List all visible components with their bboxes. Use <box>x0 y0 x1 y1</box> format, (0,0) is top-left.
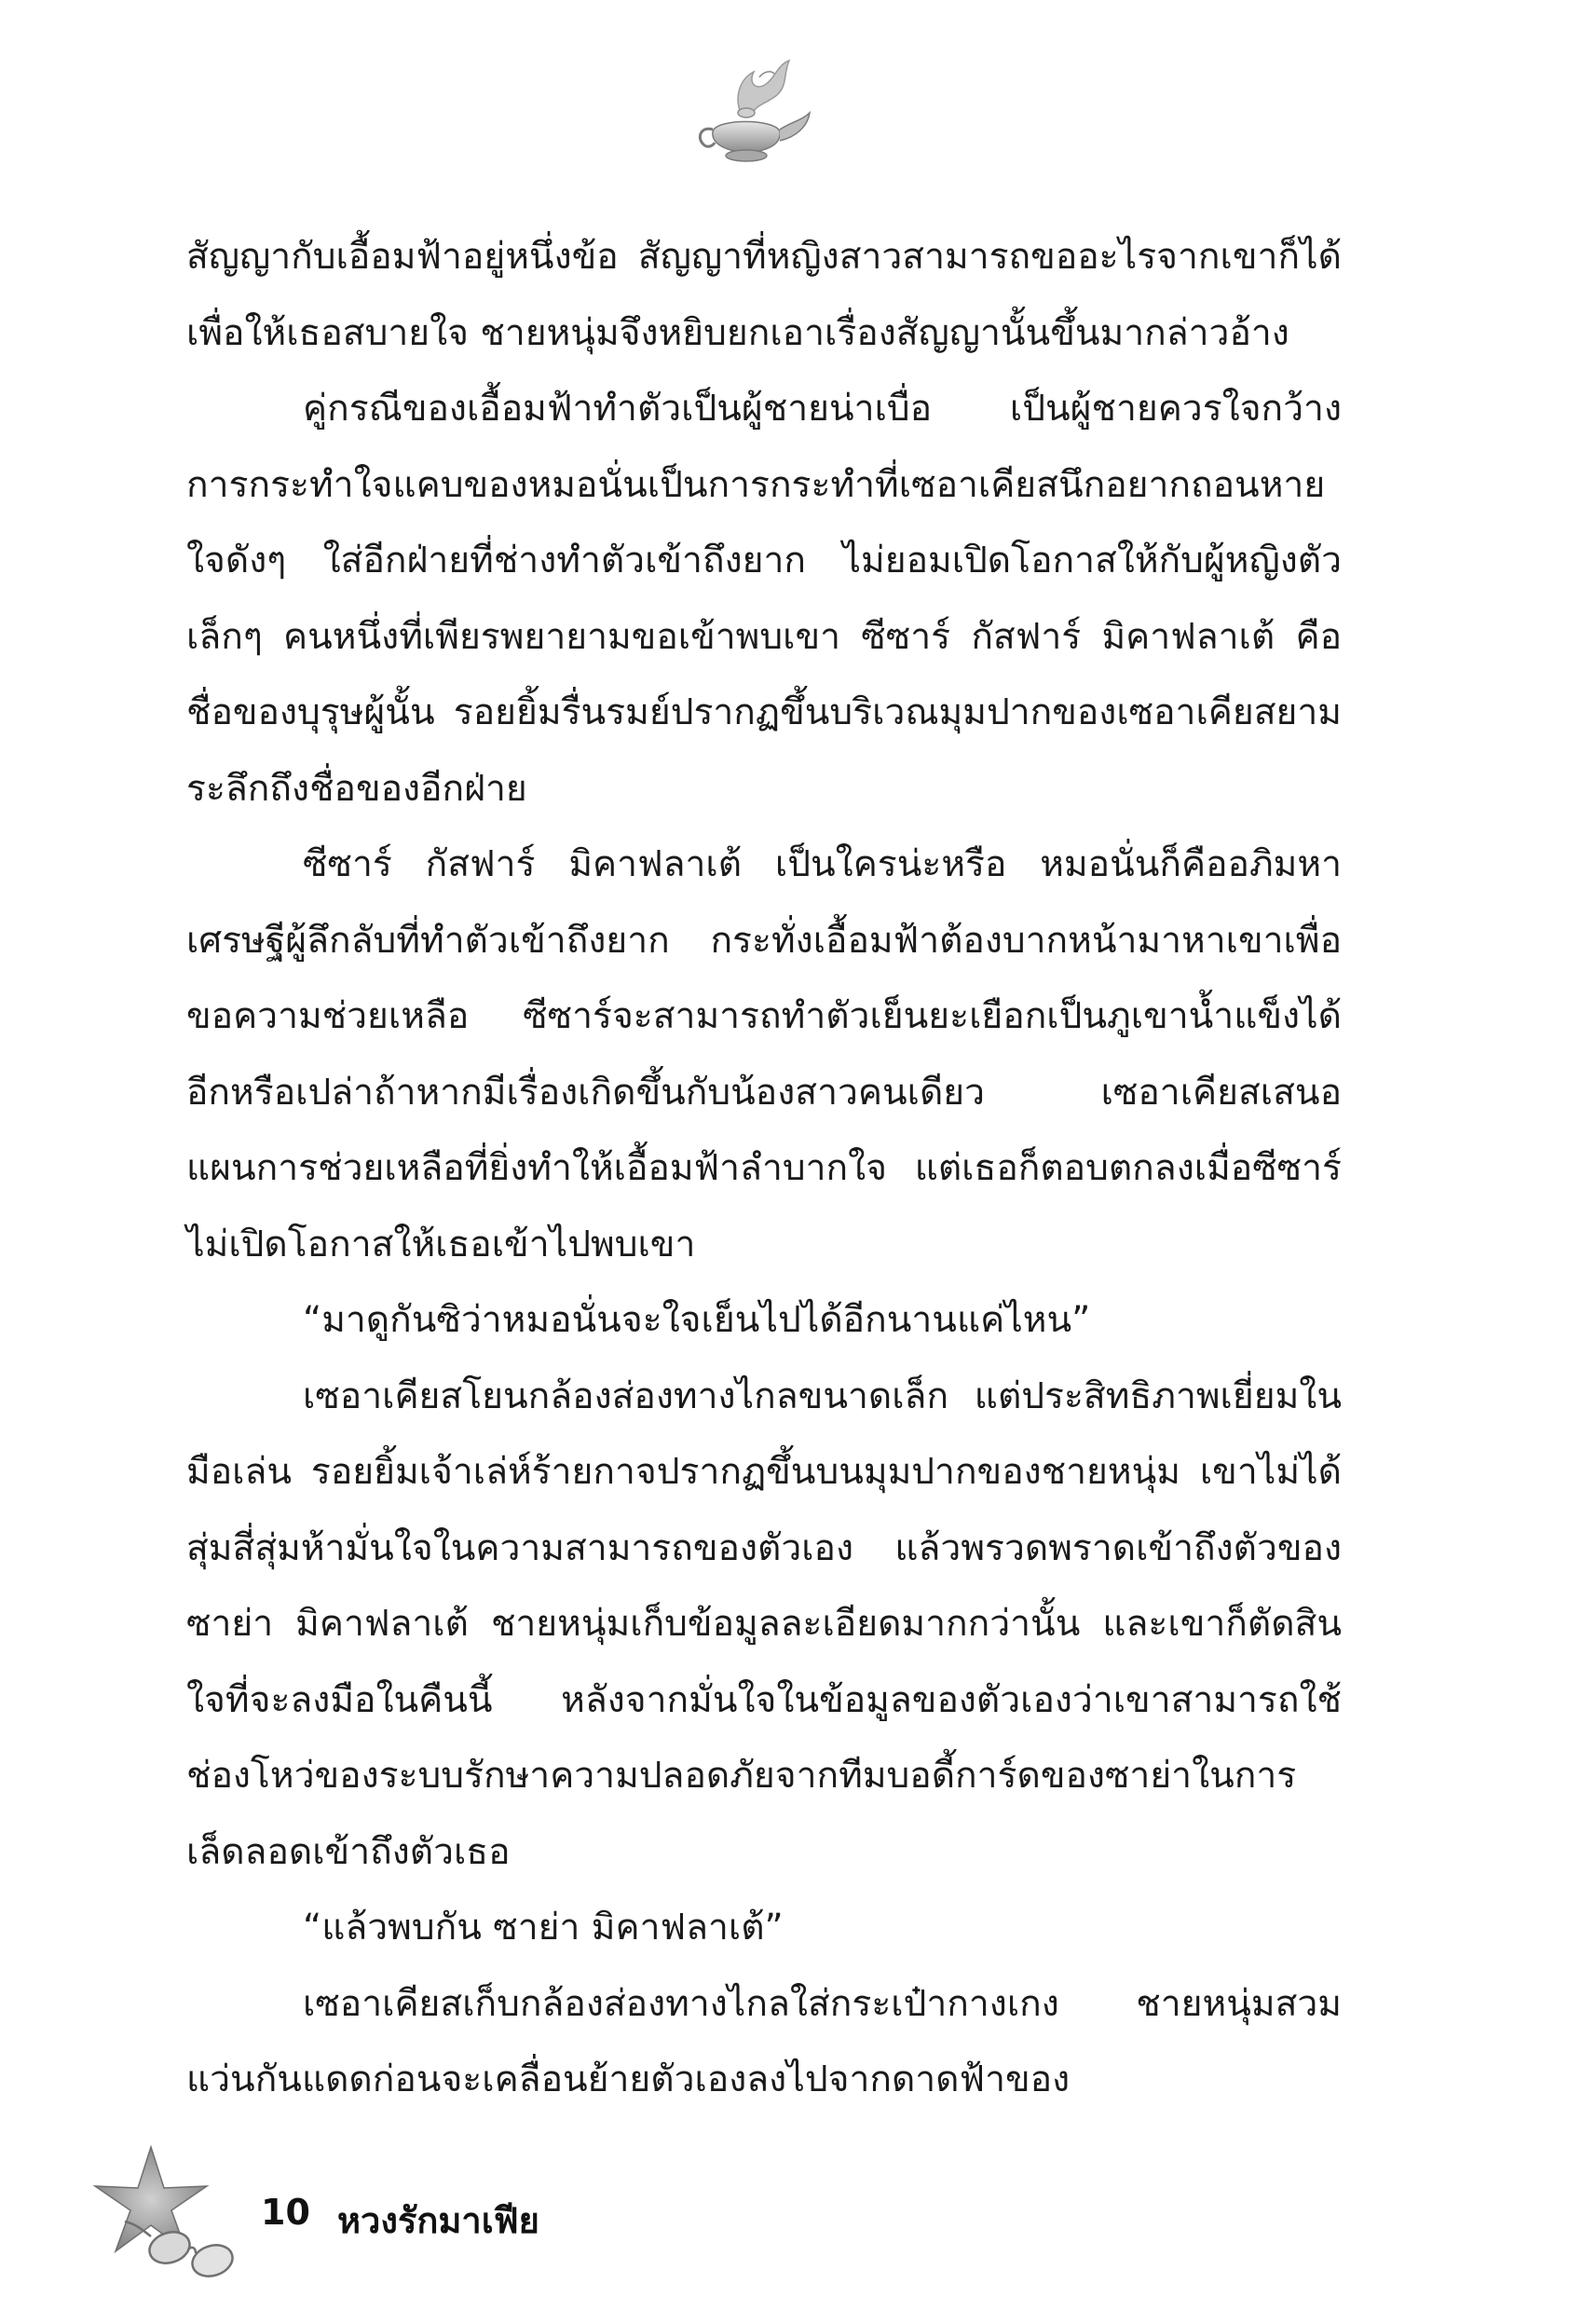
dialogue-line: “แล้วพบกัน ซาย่า มิคาฟลาเต้” <box>303 1907 784 1949</box>
paragraph: เซอาเคียสเก็บกล้องส่องทางไกลใส่กระเป๋ากางเกง ชายหนุ่มสวมแว่นกันแดดก่อนจะเคลื่อนย้ายตัวเองลงไปจากดาดฟ้าของ <box>186 1982 1342 2100</box>
magic-lamp-icon <box>685 51 825 172</box>
paragraph: ซีซาร์ กัสฟาร์ มิคาฟลาเต้ เป็นใครน่ะหรือ หมอนั่นก็คืออภิมหาเศรษฐีผู้ลึกลับที่ทำตัวเข้าถึงยาก กระทั่งเอื้อมฟ้าต้องบากหน้ามาหาเขาเพื่อขอความช่วยเหลือ ซีซาร์จะสามารถทำตัวเย็นยะเยือกเป็นภูเขาน้ำแข็งได้อีกหรือเปล่าถ้าหากมีเรื่องเกิดขึ้นกับน้องสาวคนเดียว เซอาเคียสเสนอแผนการช่วยเหลือที่ยิ่งทำให้เอื้อมฟ้าลำบากใจ แต่เธอก็ตอบตกลงเมื่อซีซาร์ไม่เปิดโอกาสให้เธอเข้าไปพบเขา <box>186 843 1342 1265</box>
dialogue-line: “มาดูกันซิว่าหมอนั่นจะใจเย็นไปได้อีกนานแค่ไหน” <box>303 1299 1091 1341</box>
book-title: หวงรักมาเฟีย <box>337 2200 539 2241</box>
paragraph: สัญญากับเอื้อมฟ้าอยู่หนึ่งข้อ สัญญาที่หญิงสาวสามารถขออะไรจากเขาก็ได้ เพื่อให้เธอสบายใจ ชายหนุ่มจึงหยิบยกเอาเรื่องสัญญานั้นขึ้นมากล่าวอ้าง <box>186 236 1342 354</box>
paragraph: คู่กรณีของเอื้อมฟ้าทำตัวเป็นผู้ชายน่าเบื่อ เป็นผู้ชายควรใจกว้าง การกระทำใจแคบของหมอนั่นเป็นการกระทำที่เซอาเคียสนึกอยากถอนหายใจดังๆ ใส่อีกฝ่ายที่ช่างทำตัวเข้าถึงยาก ไม่ยอมเปิดโอกาสให้กับผู้หญิงตัวเล็กๆ คนหนึ่งที่เพียรพยายามขอเข้าพบเขา ซีซาร์ กัสฟาร์ มิคาฟลาเต้ คือชื่อของบุรุษผู้นั้น รอยยิ้มรื่นรมย์ปรากฏขึ้นบริเวณมุมปากของเซอาเคียสยามระลึกถึงชื่อของอีกฝ่าย <box>186 388 1342 810</box>
body-text <box>186 219 1342 2118</box>
paragraph: เซอาเคียสโยนกล้องส่องทางไกลขนาดเล็ก แต่ประสิทธิภาพเยี่ยมในมือเล่น รอยยิ้มเจ้าเล่ห์ร้ายกาจปรากฏขึ้นบนมุมปากของชายหนุ่ม เขาไม่ได้สุ่มสี่สุ่มห้ามั่นใจในความสามารถของตัวเอง แล้วพรวดพราดเข้าถึงตัวของ ซาย่า มิคาฟลาเต้ ชายหนุ่มเก็บข้อมูลละเอียดมากกว่านั้น และเขาก็ตัดสินใจที่จะลงมือในคืนนี้ หลังจากมั่นใจในข้อมูลของตัวเองว่าเขาสามารถใช้ช่องโหว่ของระบบรักษาความปลอดภัยจากทีมบอดี้การ์ดของซาย่าในการเล็ดลอดเข้าถึงตัวเธอ <box>186 1374 1342 1873</box>
page-number: 10 <box>261 2192 310 2233</box>
page-footer <box>93 2143 745 2283</box>
starfish-sunglasses-icon <box>93 2143 280 2283</box>
